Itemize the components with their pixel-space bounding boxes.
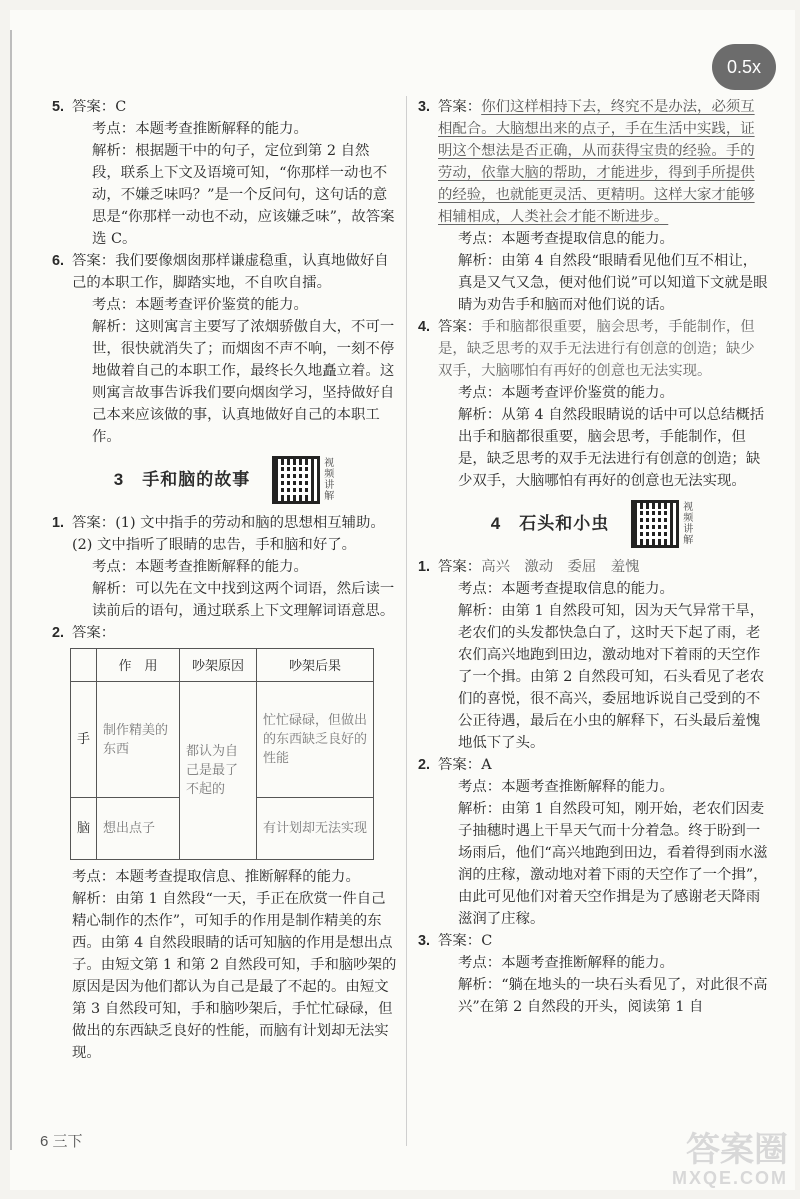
left-column xyxy=(52,96,398,1064)
kaodian-label: 考点： xyxy=(92,559,136,575)
question-number: 5. xyxy=(52,99,65,115)
kaodian-text: 本题考查评价鉴赏的能力。 xyxy=(501,385,674,401)
question-number: 6. xyxy=(52,253,65,269)
jiexi-text: 由第 1 自然段“一天，手正在欣赏一件自己精心制作的杰作”，可知手的作用是制作精美的东西。由第 4 自然段眼睛的话可知脑的作用是想出点子。由短文第 1 和第 2 自然段可知，手和脑吵架的原因是因为他们都认为自己是最了不起的。由短文第 3 自然段可知，手和脑吵架后，手忙忙碌碌，但做出的东西缺乏良好的性能，而脑有计划却无法实现。 xyxy=(72,891,397,1061)
question-number: 1. xyxy=(52,515,65,531)
section-title: 4 石头和小虫 xyxy=(490,514,610,533)
jiexi-text: “躺在地头的一块石头看见了，对此很不高兴”在第 2 自然段的开头，阅读第 1 自 xyxy=(458,977,768,1015)
jiexi-label: 解析： xyxy=(92,581,136,597)
section-4-question-2 xyxy=(418,754,768,930)
table-header-cell: 吵架后果 xyxy=(257,649,374,682)
jiexi-label: 解析： xyxy=(92,319,136,335)
answer-text: (1) 文中指手的劳动和脑的思想相互辅助。 (2) 文中指听了眼睛的忠告，手和脑和好了。 xyxy=(72,515,392,553)
question-4 xyxy=(418,316,768,492)
qr-code-icon[interactable] xyxy=(631,500,679,548)
table-row xyxy=(71,682,374,798)
section-title: 3 手和脑的故事 xyxy=(113,470,251,489)
kaodian-label: 考点： xyxy=(92,121,136,137)
answer-text: 你们这样相持下去，终究不是办法，必须互相配合。大脑想出来的点子，手在生活中实践，证明这个想法是否正确，从而获得宝贵的经验。手的劳动，依靠大脑的帮助，才能进步，得到手所提供的经验，也就能更灵活、更精明。这样大家才能够相辅相成，人类社会才能不断进步。 xyxy=(438,99,755,225)
jiexi-label: 解析： xyxy=(458,603,502,619)
section-3-question-1 xyxy=(52,512,398,622)
table-header-cell xyxy=(71,649,97,682)
answer-label: 答案： xyxy=(438,319,482,335)
table-header-cell: 吵架原因 xyxy=(180,649,257,682)
answer-label: 答案： xyxy=(72,253,116,269)
answer-label: 答案： xyxy=(438,757,482,773)
answer-label: 答案： xyxy=(72,99,116,115)
section-3-question-2 xyxy=(52,622,398,644)
kaodian-label: 考点： xyxy=(458,385,502,401)
answer-text: 手和脑都很重要，脑会思考，手能制作，但是，缺乏思考的双手无法进行有创意的创造；缺少双手，大脑哪怕有再好的创意也无法实现。 xyxy=(438,319,755,379)
kaodian-text: 本题考查推断解释的能力。 xyxy=(501,955,674,971)
question-number: 2. xyxy=(418,757,431,773)
jiexi-text: 由第 1 自然段可知，因为天气异常干旱，老农们的头发都快急白了，这时天下起了雨，老农们高兴地跑到田边，激动地对下着雨的天空作了一个揖。由第 2 自然段可知，石头看见了老农们的喜悦，很不高兴，委屈地诉说自己受到的不公正待遇，最后在小虫的解释下，石头最后羞愧地低下了头。 xyxy=(458,603,765,751)
table-header-cell: 作 用 xyxy=(97,649,180,682)
kaodian-label: 考点： xyxy=(458,779,502,795)
jiexi-text: 这则寓言主要写了浓烟骄傲自大，不可一世，很快就消失了；而烟囱不声不响，一刻不停地做着自己的本职工作，最终长久地矗立着。这则寓言故事告诉我们要向烟囱学习，坚持做好自己本来应该做的事，认真地做好自己的本职工作。 xyxy=(92,319,395,445)
kaodian-text: 本题考查提取信息、推断解释的能力。 xyxy=(115,869,360,885)
question-number: 3. xyxy=(418,99,431,115)
column-divider xyxy=(406,96,407,1146)
section-3-header xyxy=(52,452,398,508)
table-cell: 忙忙碌碌，但做出的东西缺乏良好的性能 xyxy=(257,682,374,798)
answer-text: C xyxy=(481,933,493,949)
kaodian-text: 本题考查推断解释的能力。 xyxy=(135,121,308,137)
kaodian-label: 考点： xyxy=(458,955,502,971)
answer-label: 答案： xyxy=(72,515,116,531)
kaodian-text: 本题考查推断解释的能力。 xyxy=(501,779,674,795)
qr-label: 视频讲解 xyxy=(683,502,694,546)
question-number: 2. xyxy=(52,625,65,641)
kaodian-label: 考点： xyxy=(458,231,502,247)
answer-table xyxy=(70,648,374,860)
qr-code-icon[interactable] xyxy=(272,456,320,504)
kaodian-label: 考点： xyxy=(458,581,502,597)
watermark-url: MXQE.COM xyxy=(671,1168,788,1188)
jiexi-label: 解析： xyxy=(458,801,502,817)
answer-text: 高兴 激动 委屈 羞愧 xyxy=(481,559,640,575)
jiexi-label: 解析： xyxy=(458,253,502,269)
jiexi-text: 可以先在文中找到这两个词语，然后读一读前后的语句，通过联系上下文理解词语意思。 xyxy=(92,581,395,619)
question-number: 4. xyxy=(418,319,431,335)
kaodian-text: 本题考查推断解释的能力。 xyxy=(135,559,308,575)
question-3 xyxy=(418,96,768,316)
answer-text: C xyxy=(115,99,127,115)
answer-label: 答案： xyxy=(438,559,482,575)
kaodian-label: 考点： xyxy=(72,869,116,885)
answer-label: 答案： xyxy=(72,625,116,641)
answer-text: A xyxy=(481,757,492,773)
section-4-question-3 xyxy=(418,930,768,1018)
kaodian-text: 本题考查提取信息的能力。 xyxy=(501,231,674,247)
zoom-level-badge[interactable]: 0.5x xyxy=(712,44,776,90)
table-header-row xyxy=(71,649,374,682)
question-5 xyxy=(52,96,398,250)
jiexi-text: 从第 4 自然段眼睛说的话中可以总结概括出手和脑都很重要，脑会思考，手能制作，但是，缺乏思考的双手无法进行有创意的创造；缺少双手，大脑哪怕有再好的创意也无法实现。 xyxy=(458,407,765,489)
question-number: 3. xyxy=(418,933,431,949)
jiexi-text: 根据题干中的句子，定位到第 2 自然段，联系上下文及语境可知，“你那样一动也不动，不嫌乏味吗？”是一个反问句，这句话的意思是“你那样一动也不动，应该嫌乏味”，故答案选 C。 xyxy=(92,143,395,247)
watermark-logo-text: 答案圈 xyxy=(686,1131,788,1169)
answer-text: 我们要像烟囱那样谦虚稳重，认真地做好自己的本职工作，脚踏实地，不自吹自擂。 xyxy=(72,253,389,291)
table-cell: 脑 xyxy=(71,798,97,860)
jiexi-label: 解析： xyxy=(458,407,502,423)
answer-label: 答案： xyxy=(438,99,482,115)
table-cell: 想出点子 xyxy=(97,798,180,860)
table-cell: 手 xyxy=(71,682,97,798)
jiexi-label: 解析： xyxy=(72,891,116,907)
jiexi-label: 解析： xyxy=(458,977,502,993)
kaodian-label: 考点： xyxy=(92,297,136,313)
jiexi-text: 由第 1 自然段可知，刚开始，老农们因麦子抽穗时遇上干旱天气而十分着急。终于盼到一场雨后，他们“高兴地跑到田边，看着得到雨水滋润的庄稼，激动地对着下雨的天空作了一个揖”，由此可见他们对着天空作揖是为了感谢老天降雨滋润了庄稼。 xyxy=(458,801,768,927)
qr-label: 视频讲解 xyxy=(324,458,335,502)
jiexi-text: 由第 4 自然段“眼睛看见他们互不相让，真是又气又急，便对他们说”可以知道下文就是眼睛为劝告手和脑而对他们说的话。 xyxy=(458,253,768,313)
kaodian-text: 本题考查提取信息的能力。 xyxy=(501,581,674,597)
table-cell: 有计划却无法实现 xyxy=(257,798,374,860)
question-6 xyxy=(52,250,398,448)
page-left-border xyxy=(10,30,12,1150)
right-column xyxy=(418,96,768,1018)
question-number: 1. xyxy=(418,559,431,575)
answer-label: 答案： xyxy=(438,933,482,949)
table-cell: 都认为自己是最了不起的 xyxy=(180,682,257,860)
table-cell: 制作精美的东西 xyxy=(97,682,180,798)
site-watermark xyxy=(672,1132,788,1189)
jiexi-label: 解析： xyxy=(92,143,136,159)
section-4-question-1 xyxy=(418,556,768,754)
page-footer xyxy=(40,1130,83,1151)
page-number: 6 xyxy=(40,1133,49,1150)
section-4-header xyxy=(418,496,768,552)
kaodian-text: 本题考查评价鉴赏的能力。 xyxy=(135,297,308,313)
grade-label: 三下 xyxy=(52,1133,83,1150)
